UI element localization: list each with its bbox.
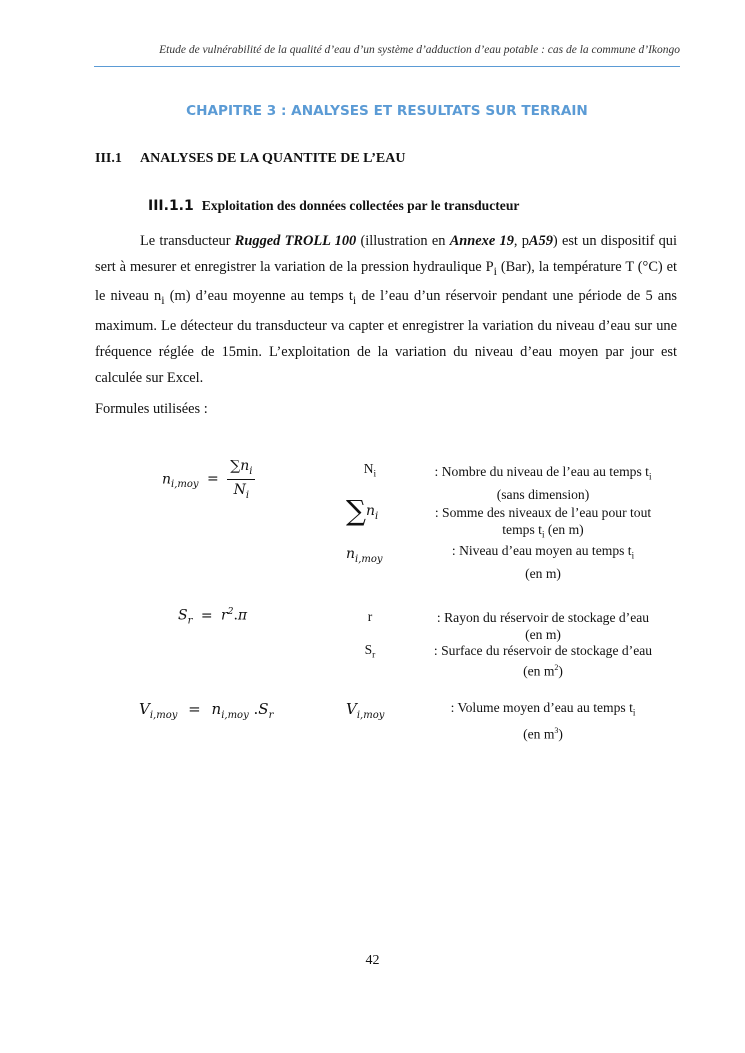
running-header: Etude de vulnérabilité de la qualité d’eau d’un système d’adduction d’eau potable : cas de la commune d’Ikongo xyxy=(159,44,680,56)
formula-surface: $S_r = r^2.\pi$ xyxy=(178,607,248,627)
definition-N-i: : Nombre du niveau de l’eau au temps $t_i$ (sans dimension) xyxy=(434,464,652,502)
section-title: ANALYSES DE LA QUANTITE DE L’EAU xyxy=(140,151,406,166)
page-reference: A59 xyxy=(528,233,553,249)
annex-reference: Annexe 19 xyxy=(449,233,514,249)
subsection-heading xyxy=(148,198,519,215)
symbol-V-i-moy: $V_{i,moy}$ xyxy=(346,700,385,721)
symbol-S-r: $S_r$ xyxy=(364,642,376,661)
section-number: III.1 xyxy=(95,151,122,166)
definition-n-i-moy: : Niveau d’eau moyen au temps $t_i$ (en m) xyxy=(451,543,635,581)
definition-S-r: : Surface du réservoir de stockage d’eau (en $m^2$) xyxy=(433,643,653,679)
symbol-N-i: $N_i$ xyxy=(363,461,377,480)
definition-sum-n-i: : Somme des niveaux de l’eau pour tout temps $t_i$ (en m) xyxy=(434,505,652,540)
symbol-sum-n-i: $\sum n_i$ xyxy=(346,494,379,527)
subsection-title: Exploitation des données collectées par le transducteur xyxy=(201,198,520,213)
device-name: Rugged TROLL 100 xyxy=(234,233,357,249)
formula-mean-level: $n_{i,moy}$ = $\frac{\sum n_i}{N_i}$ xyxy=(162,458,255,501)
definition-r: : Rayon du réservoir de stockage d’eau (en m) xyxy=(436,610,650,642)
subsection-number: III.1.1 xyxy=(148,198,194,214)
section-heading xyxy=(95,151,405,167)
symbol-r: r xyxy=(367,609,373,624)
header-divider xyxy=(94,66,680,67)
paragraph-text: Le transducteur Rugged TROLL 100 (illustration en Annexe 19, pA59) est un dispositif qui sert à mesurer et enregistrer la variation de la pression hydraulique $P_i$ (Bar), la température T (°C) et le niveau $n_i$ (m) d’eau moyenne au temps $t_i$ de l’eau d’un réservoir pendant une période de 5 ans maximum. Le détecteur du transducteur va capter et enregistrer la variation du niveau d’eau sur une fréquence réglée de 15min. L’exploitation de la variation du niveau d’eau moyen par jour est calculée sur Excel. xyxy=(95,233,677,386)
body-paragraph xyxy=(95,229,677,392)
symbol-n-i-moy: $n_{i,moy}$ xyxy=(346,546,383,565)
formulas-label: Formules utilisées : xyxy=(95,401,208,417)
definition-V-i-moy: : Volume moyen d’eau au temps $t_i$ (en $m^3$) xyxy=(450,700,636,742)
chapter-title: CHAPITRE 3 : ANALYSES ET RESULTATS SUR TERRAIN xyxy=(186,103,588,119)
formula-volume: $V_{i,moy} = n_{i,moy}$ $.S_r$ xyxy=(139,700,274,721)
page-number: 42 xyxy=(365,953,380,968)
